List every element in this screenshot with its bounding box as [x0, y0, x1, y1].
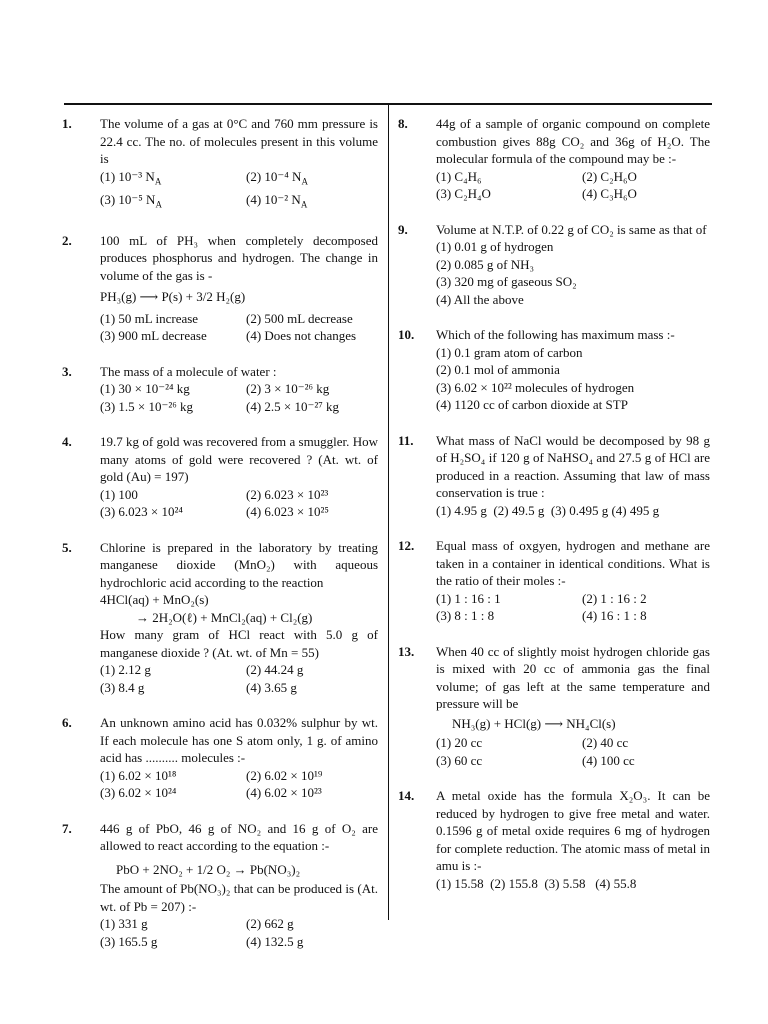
question-text: Chlorine is prepared in the laboratory by treating manganese dioxide (MnO₂) with aqueous hydrochloric acid according to the reaction	[100, 539, 378, 590]
question-number: 10.	[398, 327, 415, 342]
option[interactable]: (2) 40 cc	[582, 735, 629, 750]
option[interactable]: (4) 6.02 × 10²³	[246, 785, 322, 801]
option[interactable]: (1) 50 mL increase	[100, 310, 199, 326]
option[interactable]: (4) C₃H₆O	[582, 186, 637, 201]
question-number: 2.	[62, 232, 72, 248]
question-5	[62, 539, 378, 697]
right-column	[398, 115, 710, 892]
option[interactable]: (1) 1 : 16 : 1	[436, 590, 501, 606]
question-11	[398, 432, 710, 520]
option[interactable]: (3) 8.4 g	[100, 679, 145, 695]
question-text-2: The amount of Pb(NO₃)₂ that can be produced is (At. wt. of Pb = 207) :-	[100, 881, 378, 914]
question-text: Volume at N.T.P. of 0.22 g of CO₂ is same as that of	[436, 221, 707, 237]
question-text: When 40 cc of slightly moist hydrogen chloride gas is mixed with 20 cc of ammonia gas the final volume; of gas left at the same temperature and pressure will be	[436, 643, 710, 711]
option[interactable]: (4) All the above	[436, 291, 524, 307]
options	[100, 915, 378, 950]
question-number: 1.	[62, 116, 72, 131]
option[interactable]: (1) 331 g	[100, 916, 148, 932]
question-text: 19.7 kg of gold was recovered from a smuggler. How many atoms of gold were recovered ? (At. wt. of gold (Au) = 197)	[100, 434, 378, 485]
options	[100, 380, 378, 415]
options	[100, 168, 378, 214]
option[interactable]: (2) 500 mL decrease	[246, 310, 353, 326]
question-number: 4.	[62, 434, 72, 450]
option[interactable]: (4) 3.65 g	[246, 679, 297, 695]
option[interactable]: (1) 0.1 gram atom of carbon	[436, 344, 583, 360]
options	[100, 486, 378, 521]
question-text: An unknown amino acid has 0.032% sulphur by wt. If each molecule has one S atom only, 1 g. of amino acid has .......... molecules :-	[100, 715, 378, 766]
equation-line-2: → 2H₂O(ℓ) + MnCl₂(aq) + Cl₂(g)	[136, 609, 313, 625]
option[interactable]: (4) 6.023 × 10²⁵	[246, 504, 329, 520]
option[interactable]: (4) Does not changes	[246, 328, 357, 344]
option[interactable]: (2) 0.085 g of NH₃	[436, 256, 535, 272]
option[interactable]: (2) C₂H₆O	[582, 168, 637, 184]
option[interactable]: (1) 30 × 10⁻²⁴ kg	[100, 381, 190, 397]
option[interactable]: (1) 2.12 g	[100, 662, 151, 678]
question-number: 8.	[398, 116, 408, 131]
option[interactable]: (1) 6.02 × 10¹⁸	[100, 767, 177, 783]
question-text: The volume of a gas at 0°C and 760 mm pressure is 22.4 cc. The no. of molecules present in this volume is	[100, 116, 378, 166]
option[interactable]: (2) 6.023 × 10²³	[246, 486, 329, 502]
option[interactable]: (4) 10⁻² $N_A$	[246, 191, 308, 210]
equation: NH₃(g) + HCl(g) ⟶ NH₄Cl(s)	[452, 715, 616, 731]
question-number: 13.	[398, 643, 415, 659]
question-1	[62, 115, 378, 214]
options	[436, 590, 710, 625]
question-13	[398, 643, 710, 770]
option[interactable]: (3) 10⁻⁵ $N_A$	[100, 191, 162, 210]
question-number: 14.	[398, 788, 415, 803]
option[interactable]: (2) 662 g	[246, 916, 294, 932]
question-number: 6.	[62, 715, 72, 731]
question-10	[398, 326, 710, 414]
question-number: 5.	[62, 539, 72, 555]
question-text: The mass of a molecule of water :	[100, 363, 277, 379]
options	[436, 734, 710, 769]
question-text-2: How many gram of HCl react with 5.0 g of manganese dioxide ? (At. wt. of Mn = 55)	[100, 627, 378, 660]
options	[436, 168, 710, 203]
option[interactable]: (3) 900 mL decrease	[100, 328, 207, 344]
question-text: 100 mL of PH₃ when completely decomposed produces phosphorus and hydrogen. The change in volume of the gas is -	[100, 232, 378, 283]
question-number: 3.	[62, 363, 72, 379]
option[interactable]: (3) 6.023 × 10²⁴	[100, 504, 183, 520]
options	[100, 661, 378, 696]
question-6	[62, 714, 378, 802]
option[interactable]: (1) C₄H₆	[436, 168, 482, 184]
option[interactable]: (2) 0.1 mol of ammonia	[436, 362, 560, 377]
column-divider	[388, 105, 389, 920]
option[interactable]: (4) 132.5 g	[246, 933, 304, 949]
question-number: 11.	[398, 432, 414, 448]
option[interactable]: (1) 10⁻³ $N_A$	[100, 168, 162, 187]
question-8	[398, 115, 710, 203]
option[interactable]: (4) 16 : 1 : 8	[582, 608, 647, 623]
question-text: Equal mass of oxgyen, hydrogen and methane are taken in a container in identical conditions. What is the ratio of their moles :-	[436, 538, 710, 588]
question-3	[62, 363, 378, 416]
equation: PbO + 2NO₂ + 1/2 O₂ → Pb(NO₃)₂	[116, 861, 301, 877]
options	[436, 344, 710, 414]
option[interactable]: (2) 10⁻⁴ $N_A$	[246, 168, 308, 187]
option[interactable]: (4) 1120 cc of carbon dioxide at STP	[436, 397, 628, 412]
option[interactable]: (1) 20 cc	[436, 735, 483, 750]
option[interactable]: (4) 2.5 × 10⁻²⁷ kg	[246, 398, 340, 414]
option[interactable]: (3) C₂H₄O	[436, 186, 491, 201]
question-number: 9.	[398, 221, 408, 237]
options-line[interactable]: (1) 4.95 g (2) 49.5 g (3) 0.495 g (4) 495 g	[436, 502, 660, 518]
equation-line-1: 4HCl(aq) + MnO₂(s)	[100, 592, 209, 608]
option[interactable]: (1) 0.01 g of hydrogen	[436, 239, 554, 254]
option[interactable]: (2) 6.02 × 10¹⁹	[246, 767, 323, 783]
option[interactable]: (2) 44.24 g	[246, 662, 304, 678]
option[interactable]: (3) 8 : 1 : 8	[436, 608, 495, 623]
question-number: 7.	[62, 820, 72, 836]
option[interactable]: (3) 1.5 × 10⁻²⁶ kg	[100, 398, 194, 414]
question-text: A metal oxide has the formula X₂O₃. It can be reduced by hydrogen to give free metal and water. 0.1596 g of metal oxide requires 6 mg of hydrogen for complete reduction. The atomic mass of metal in amu is :-	[436, 788, 710, 873]
option[interactable]: (3) 165.5 g	[100, 933, 158, 949]
options	[100, 310, 378, 345]
option[interactable]: (3) 6.02 × 10²² molecules of hydrogen	[436, 379, 635, 395]
option[interactable]: (4) 100 cc	[582, 752, 635, 768]
option[interactable]: (3) 320 mg of gaseous SO₂	[436, 274, 577, 289]
option[interactable]: (1) 100	[100, 486, 138, 502]
equation: PH₃(g) ⟶ P(s) + 3/2 H₂(g)	[100, 289, 246, 305]
option[interactable]: (3) 60 cc	[436, 752, 483, 768]
question-12	[398, 537, 710, 625]
question-7	[62, 820, 378, 951]
question-number: 12.	[398, 538, 415, 553]
question-9	[398, 221, 710, 309]
left-column	[62, 115, 378, 950]
question-text: Which of the following has maximum mass :-	[436, 327, 675, 342]
question-4	[62, 433, 378, 521]
option[interactable]: (2) 1 : 16 : 2	[582, 590, 647, 606]
question-2	[62, 232, 378, 345]
option[interactable]: (2) 3 × 10⁻²⁶ kg	[246, 381, 330, 397]
question-text: 446 g of PbO, 46 g of NO₂ and 16 g of O₂ are allowed to react according to the equation :-	[100, 820, 378, 854]
question-text: 44g of a sample of organic compound on complete combustion gives 88g CO₂ and 36g of H₂O. The molecular formula of the compound may be :-	[436, 116, 710, 166]
options-line[interactable]: (1) 15.58 (2) 155.8 (3) 5.58 (4) 55.8	[436, 875, 637, 891]
option[interactable]: (3) 6.02 × 10²⁴	[100, 785, 177, 801]
options	[436, 238, 710, 308]
question-text: What mass of NaCl would be decomposed by 98 g of H₂SO₄ if 120 g of NaHSO₄ and 27.5 g of HCl are produced in a reaction. Assuming that law of mass conservation is true :	[436, 432, 710, 500]
options	[100, 767, 378, 802]
question-14	[398, 787, 710, 892]
